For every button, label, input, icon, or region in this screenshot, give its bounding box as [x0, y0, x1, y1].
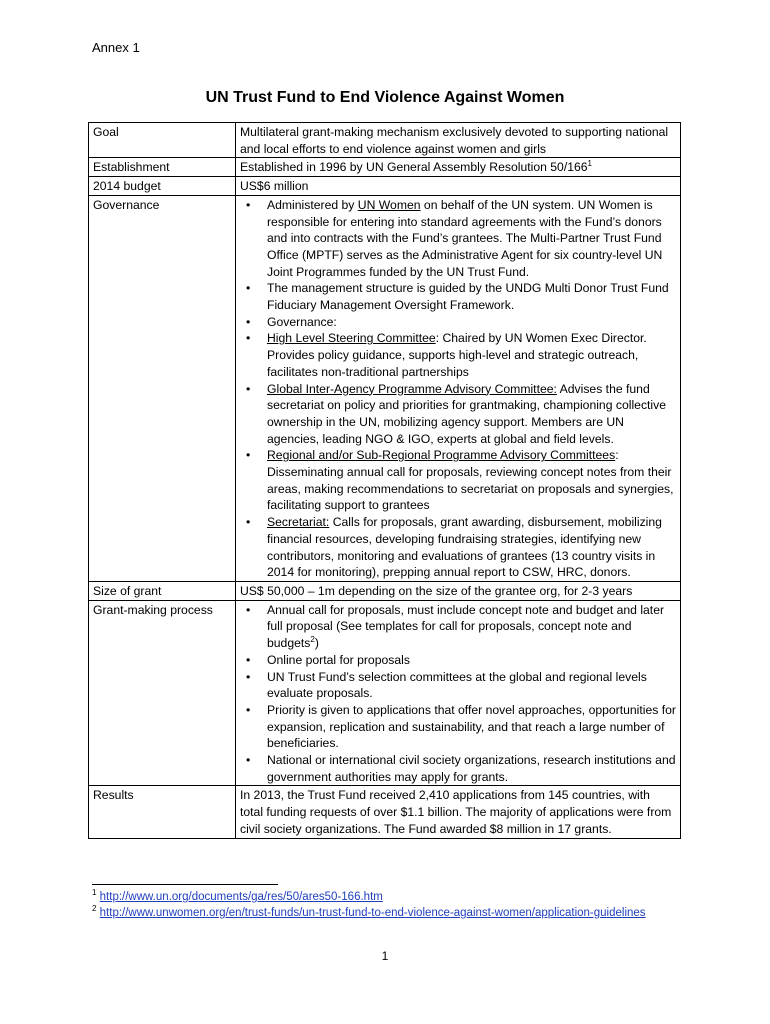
list-item-text: on behalf of the UN system. UN Women is responsible for entering into standard agreements with the Fund’s donors and into contracts with the Fund’s grantees. The Multi-Partner Trust Fund Office (MPTF) serves as the Administrative Agent for six country-level UN Joint Programmes funded by the UN Trust Fund. [267, 197, 663, 279]
list-item-text: Annual call for proposals, must include concept note and budget and later full proposal (See templates for call for proposals, concept note and budgets [267, 602, 665, 651]
process-list [240, 602, 676, 786]
list-item [240, 314, 676, 331]
list-item-text: National or international civil society organizations, research institutions and government authorities may apply for grants. [267, 753, 676, 784]
table-row-establishment [89, 158, 681, 177]
list-item-text: Calls for proposals, grant awarding, disbursement, mobilizing financial resources, developing fundraising strategies, identifying new contributors, monitoring and evaluations of grantees (13 country visits in 2014 for monitoring), prepping annual report to CSW, HRC, donors. [267, 515, 662, 580]
list-item-text: Priority is given to applications that offer novel approaches, opportunities for expansion, replication and sustainability, and that reach a large number of beneficiaries. [267, 702, 676, 751]
bullet-icon: • [246, 602, 251, 617]
list-item [240, 702, 676, 752]
footnote-ref-1[interactable]: 1 [587, 159, 592, 169]
establishment-text: Established in 1996 by UN General Assembly Resolution 50/166 [240, 160, 588, 175]
list-item [240, 197, 676, 281]
row-value [236, 195, 681, 581]
list-item-text: Governance: [267, 314, 337, 329]
un-women-link[interactable]: UN Women [357, 197, 421, 212]
row-value: US$6 million [236, 177, 681, 196]
document-title: UN Trust Fund to End Violence Against Women [205, 89, 565, 106]
bullet-icon: • [246, 381, 251, 396]
fund-info-table [88, 122, 681, 839]
bullet-icon: • [246, 314, 251, 329]
list-item-text: : Chaired by UN Women Exec Director. Provides policy guidance, supports high-level and strategic outreach, facilitates non-traditional partnerships [267, 331, 647, 379]
row-value [236, 600, 681, 786]
table-row-goal [89, 123, 681, 158]
bullet-icon: • [246, 702, 251, 717]
row-label: Results [89, 786, 236, 838]
list-item-text: : Disseminating annual call for proposals, reviewing concept notes from their areas, making recommendations to secretariat on proposals and synergies, facilitating support to grantees [267, 448, 674, 513]
list-item [240, 280, 676, 313]
row-label: Establishment [89, 158, 236, 177]
bullet-icon: • [246, 652, 251, 667]
committee-name: Regional and/or Sub-Regional Programme Advisory Committees [267, 448, 616, 463]
table-row-process [89, 600, 681, 786]
list-item-text: ) [314, 636, 319, 651]
table-row-size [89, 581, 681, 600]
bullet-icon: • [246, 281, 251, 296]
committee-name: Global Inter-Agency Programme Advisory Committee: [267, 381, 557, 396]
list-item [240, 669, 676, 702]
committee-name: Secretariat: [267, 515, 330, 530]
list-item-text: Advises the fund secretariat on policy and priorities for grantmaking, championing collective ownership in the UN, mobilizing agency support. Members are UN agencies, leading NGO & IGO, experts at global and field levels. [267, 381, 666, 446]
footnote-ref-2[interactable]: 2 [310, 635, 315, 645]
bullet-icon: • [246, 448, 251, 463]
governance-list [240, 197, 676, 581]
list-item [240, 330, 676, 380]
bullet-icon: • [246, 669, 251, 684]
bullet-icon: • [246, 197, 251, 212]
footnote-number: 1 [92, 888, 97, 898]
footnote-divider [92, 884, 278, 885]
footnote-2 [92, 905, 662, 921]
bullet-icon: • [246, 331, 251, 346]
list-item [240, 447, 676, 514]
page-number: 1 [381, 949, 389, 963]
row-label: Size of grant [89, 581, 236, 600]
list-item [240, 652, 676, 669]
list-item [240, 752, 676, 785]
footnote-number: 2 [92, 904, 97, 914]
footnotes [92, 889, 662, 921]
bullet-icon: • [246, 753, 251, 768]
row-value [236, 158, 681, 177]
footnote-link-1[interactable]: http://www.un.org/documents/ga/res/50/ares50-166.htm [99, 891, 383, 903]
table-row-governance [89, 195, 681, 581]
row-label: Governance [89, 195, 236, 581]
footnote-1 [92, 889, 662, 905]
row-label: 2014 budget [89, 177, 236, 196]
row-value: In 2013, the Trust Fund received 2,410 applications from 145 countries, with total funding requests of over $1.1 billion. The majority of applications were from civil society organizations. The Fund awarded $8 million in 17 grants. [236, 786, 681, 838]
list-item-text: UN Trust Fund’s selection committees at the global and regional levels evaluate proposals. [267, 669, 647, 701]
footnote-link-2[interactable]: http://www.unwomen.org/en/trust-funds/un-trust-fund-to-end-violence-against-women/application-guidelines [99, 907, 646, 919]
list-item [240, 514, 676, 581]
table-row-results [89, 786, 681, 838]
committee-name: High Level Steering Committee [267, 331, 436, 346]
list-item-text: Online portal for proposals [267, 652, 410, 667]
row-label: Goal [89, 123, 236, 158]
list-item-text: Administered by [267, 197, 358, 212]
bullet-icon: • [246, 515, 251, 530]
row-value: US$ 50,000 – 1m depending on the size of the grantee org, for 2-3 years [236, 581, 681, 600]
list-item [240, 602, 676, 652]
table-row-budget [89, 177, 681, 196]
list-item-text: The management structure is guided by the UNDG Multi Donor Trust Fund Fiduciary Management Oversight Framework. [267, 281, 669, 313]
list-item [240, 381, 676, 448]
row-label: Grant-making process [89, 600, 236, 786]
annex-label: Annex 1 [92, 40, 140, 55]
row-value: Multilateral grant-making mechanism exclusively devoted to supporting national and local efforts to end violence against women and girls [236, 123, 681, 158]
